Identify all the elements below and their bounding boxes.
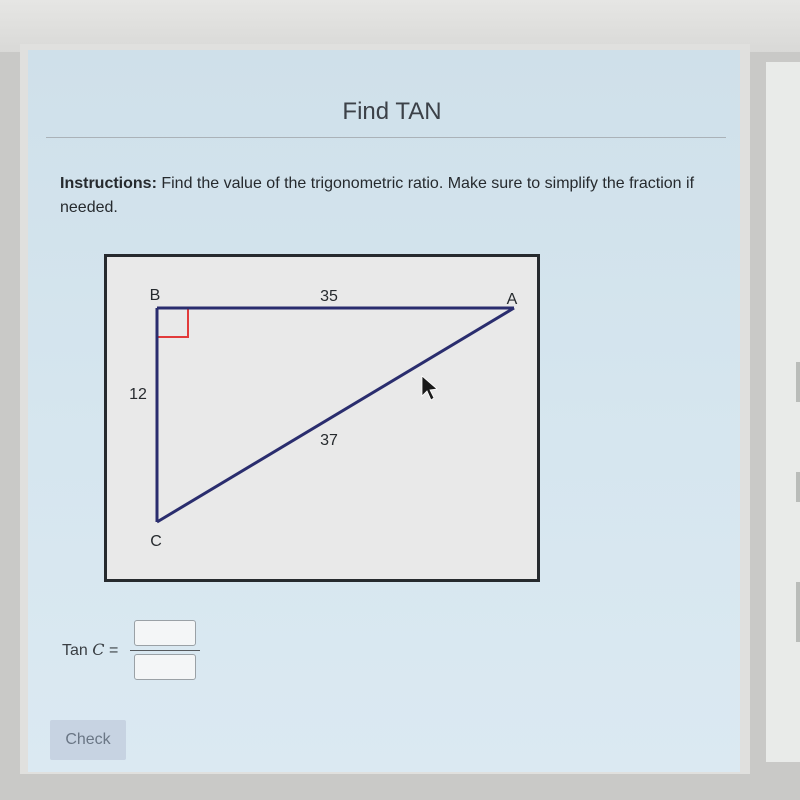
denominator-input[interactable] bbox=[134, 654, 196, 680]
instructions bbox=[60, 172, 730, 220]
side-panel-mark bbox=[796, 582, 800, 642]
side-panel-mark bbox=[796, 362, 800, 402]
check-button[interactable]: Check bbox=[50, 720, 126, 760]
instructions-label: Instructions: bbox=[60, 175, 157, 192]
fraction-bar bbox=[130, 650, 200, 651]
vertex-a-label: A bbox=[506, 291, 518, 308]
side-ca-label: 37 bbox=[320, 432, 338, 449]
side-panel-mark bbox=[796, 472, 800, 502]
instructions-text: Find the value of the trigonometric ratio. Make sure to simplify the fraction if needed. bbox=[60, 175, 695, 216]
tan-label-equals: = bbox=[108, 642, 119, 659]
tan-c-label bbox=[62, 640, 118, 660]
side-bc-label: 12 bbox=[129, 386, 147, 403]
tan-label-prefix: Tan bbox=[62, 642, 88, 659]
triangle-diagram bbox=[104, 254, 540, 582]
triangle-figure bbox=[104, 254, 540, 582]
vertex-c-label: C bbox=[150, 533, 162, 550]
side-panel bbox=[766, 62, 800, 762]
answer-row bbox=[62, 618, 242, 684]
side-ba-label: 35 bbox=[320, 288, 338, 305]
numerator-input[interactable] bbox=[134, 620, 196, 646]
vertex-b-label: B bbox=[149, 287, 161, 304]
page-title: Find TAN bbox=[342, 98, 442, 125]
tan-label-variable: C bbox=[92, 640, 105, 659]
title-divider bbox=[46, 137, 726, 138]
